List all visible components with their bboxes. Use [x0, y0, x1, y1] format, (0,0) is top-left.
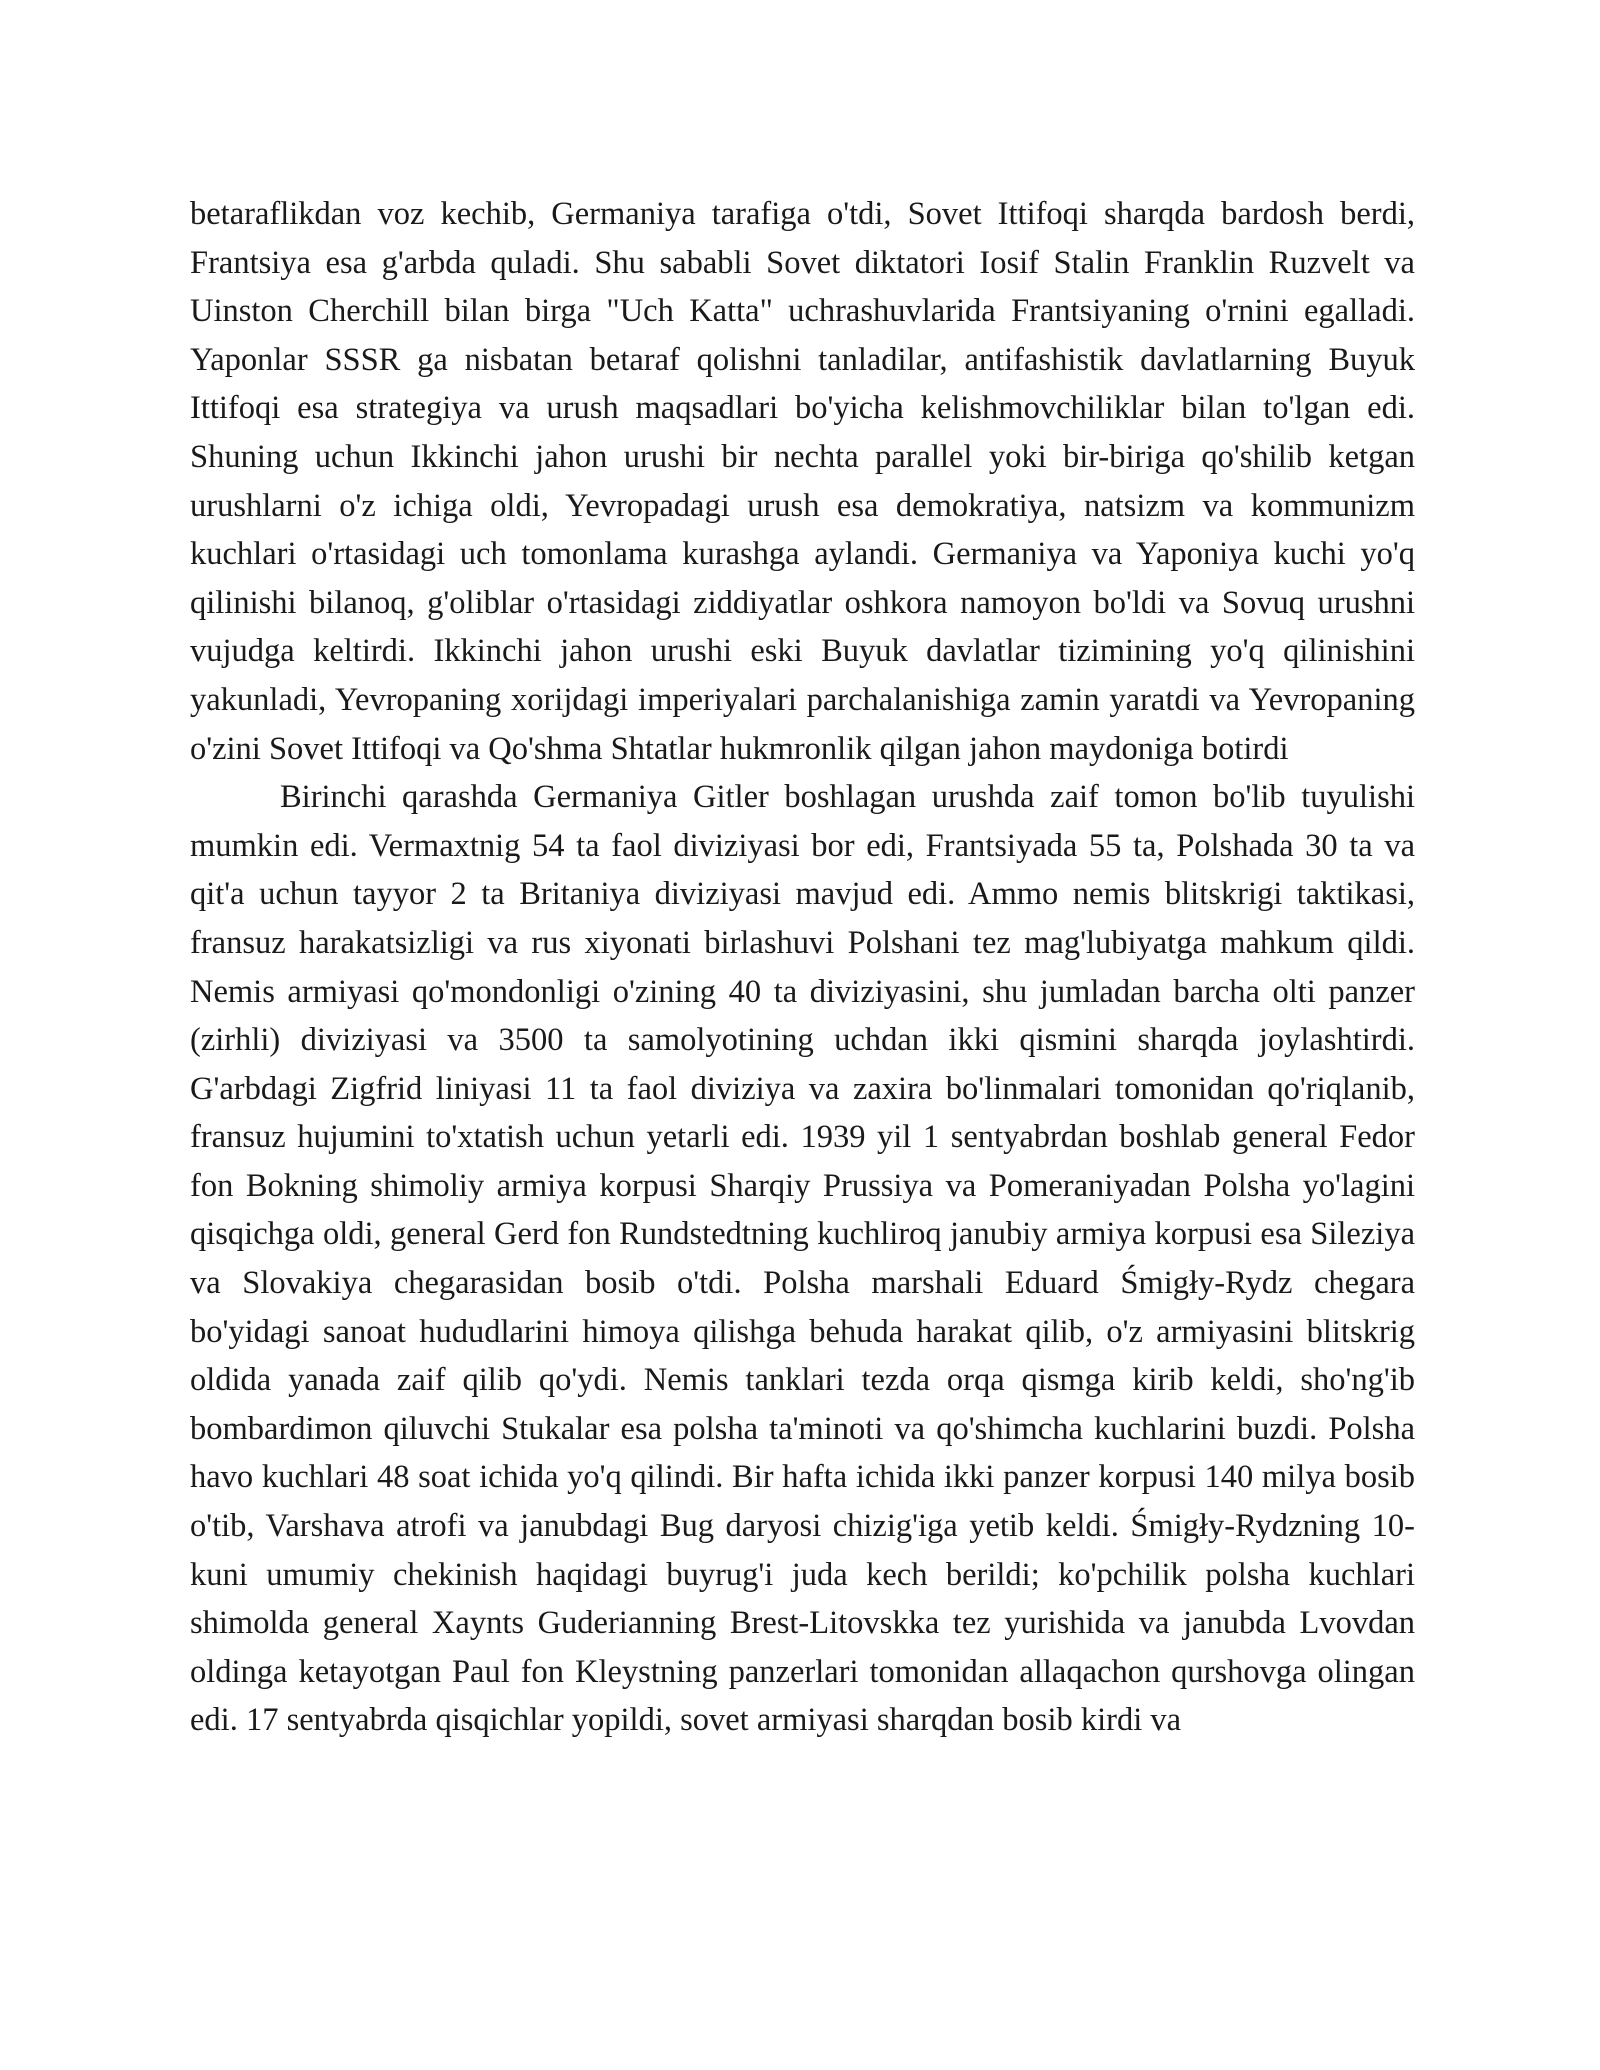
paragraph-continuation: betaraflikdan voz kechib, Germaniya tarafiga o'tdi, Sovet Ittifoqi sharqda bardosh berdi, Frantsiya esa g'arbda quladi. Shu sababli Sovet diktatori Iosif Stalin Franklin Ruzvelt va Uinston Cherchill bilan birga "Uch Katta" uchrashuvlarida Frantsiyaning o'rnini egalladi. Yaponlar SSSR ga nisbatan betaraf qolishni tanladilar, antifashistik davlatlarning Buyuk Ittifoqi esa strategiya va urush maqsadlari bo'yicha kelishmovchiliklar bilan to'lgan edi. Shuning uchun Ikkinchi jahon urushi bir nechta parallel yoki bir-biriga qo'shilib ketgan urushlarni o'z ichiga oldi, Yevropadagi urush esa demokratiya, natsizm va kommunizm kuchlari o'rtasidagi uch tomonlama kurashga aylandi. Germaniya va Yaponiya kuchi yo'q qilinishi bilanoq, g'oliblar o'rtasidagi ziddiyatlar oshkora namoyon bo'ldi va Sovuq urushni vujudga keltirdi. Ikkinchi jahon urushi eski Buyuk davlatlar tizimining yo'q qilinishini yakunladi, Yevropaning xorijdagi imperiyalari parchalanishiga zamin yaratdi va Yevropaning o'zini Sovet Ittifoqi va Qo'shma Shtatlar hukmronlik qilgan jahon maydoniga botirdi [190, 196, 1415, 767]
body-text [190, 190, 1415, 1745]
paragraph-poland-campaign: Birinchi qarashda Germaniya Gitler boshlagan urushda zaif tomon bo'lib tuyulishi mumkin edi. Vermaxtnig 54 ta faol diviziyasi bor edi, Frantsiyada 55 ta, Polshada 30 ta va qit'a uchun tayyor 2 ta Britaniya diviziyasi mavjud edi. Ammo nemis blitskrigi taktikasi, fransuz harakatsizligi va rus xiyonati birlashuvi Polshani tez mag'lubiyatga mahkum qildi. Nemis armiyasi qo'mondonligi o'zining 40 ta diviziyasini, shu jumladan barcha olti panzer (zirhli) diviziyasi va 3500 ta samolyotining uchdan ikki qismini sharqda joylashtirdi. G'arbdagi Zigfrid liniyasi 11 ta faol diviziya va zaxira bo'linmalari tomonidan qo'riqlanib, fransuz hujumini to'xtatish uchun yetarli edi. 1939 yil 1 sentyabrdan boshlab general Fedor fon Bokning shimoliy armiya korpusi Sharqiy Prussiya va Pomeraniyadan Polsha yo'lagini qisqichga oldi, general Gerd fon Rundstedtning kuchliroq janubiy armiya korpusi esa Sileziya va Slovakiya chegarasidan bosib o'tdi. Polsha marshali Eduard Śmigły-Rydz chegara bo'yidagi sanoat hududlarini himoya qilishga behuda harakat qilib, o'z armiyasini blitskrig oldida yanada zaif qilib qo'ydi. Nemis tanklari tezda orqa qismga kirib keldi, sho'ng'ib bombardimon qiluvchi Stukalar esa polsha ta'minoti va qo'shimcha kuchlarini buzdi. Polsha havo kuchlari 48 soat ichida yo'q qilindi. Bir hafta ichida ikki panzer korpusi 140 milya bosib o'tib, Varshava atrofi va janubdagi Bug daryosi chizig'iga yetib keldi. Śmigły-Rydzning 10-kuni umumiy chekinish haqidagi buyrug'i juda kech berildi; ko'pchilik polsha kuchlari shimolda general Xaynts Guderianning Brest-Litovskka tez yurishida va janubda Lvovdan oldinga ketayotgan Paul fon Kleystning panzerlari tomonidan allaqachon qurshovga olingan edi. 17 sentyabrda qisqichlar yopildi, sovet armiyasi sharqdan bosib kirdi va [190, 779, 1415, 1739]
